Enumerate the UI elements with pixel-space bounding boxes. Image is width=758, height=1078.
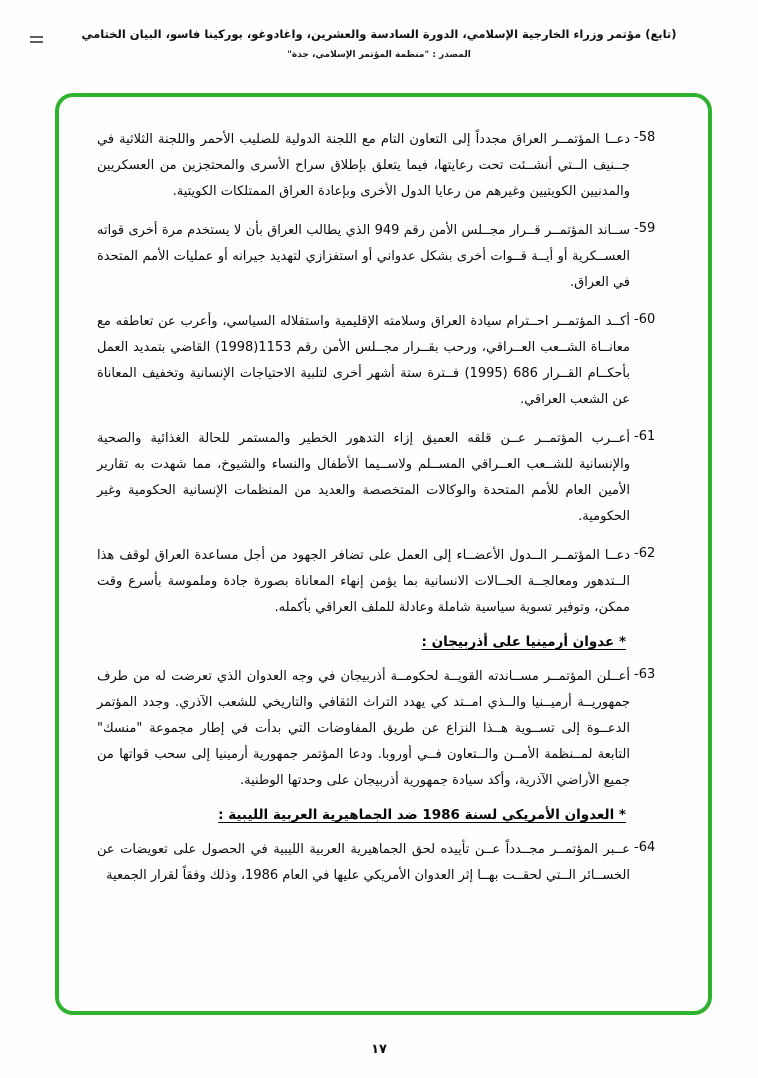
item-number: -60 — [634, 312, 656, 327]
document-body — [59, 97, 708, 912]
item-number: -61 — [634, 429, 656, 444]
page-number: ١٧ — [371, 1042, 387, 1057]
item-text: أعــلن المؤتمــر مســاندته القويــة لحكومــة أذربيجان في وجه العدوان الذي تعرضت له من طرف جمهوريــة أرميــنيا والــذي امــتد كي يهدد التراث الثقافي والتاريخي للشعب الآذري. وجدد المؤتمر الدعــوة إلى تســوية هــذا النزاع عن طريق المفاوضات التي بدأت في إطار مجموعة "منسك" التابعة لمــنظمة الأمــن والــتعاون فــي أوروبا. ودعا المؤتمر جمهورية أرمينيا إلى سحب قواتها من جميع الأراضي الآذرية، وأكد سيادة جمهورية أذربيجان على وحدتها الوطنية. — [97, 669, 630, 788]
section-heading-us-aggression-libya: * العدوان الأمريكي لسنة 1986 ضد الجماهيرية العربية الليبية : — [218, 807, 626, 823]
item-text: عــبر المؤتمــر مجــدداً عــن تأييده لحق الجماهيرية العربية الليبية في الحصول على تعويضات عن الخســائر الــتي لحقــت بهــا إثر العدوان الأمريكي عليها في العام 1986، وذلك وفقاً لقرار الجمعية — [97, 842, 630, 883]
section-heading-armenia-azerbaijan: * عدوان أرمينيا على أذربيجان : — [421, 634, 626, 650]
item-text: دعــا المؤتمــر الــدول الأعضــاء إلى العمل على تضافر الجهود من أجل مساعدة العراق لوقف هذا الــتدهور ومعالجــة الحــالات الانسانية بما يؤمن إنهاء المعاناة بصورة جادة وملموسة بأسرع وقت ممكن، وتوفير تسوية سياسية شاملة وعادلة للملف العراقي بأكمله. — [97, 548, 630, 615]
list-item-60 — [97, 309, 684, 413]
item-number: -62 — [634, 546, 656, 561]
list-item-64 — [97, 837, 684, 889]
list-item-61 — [97, 426, 684, 530]
document-source: المصدر : "منظمة المؤتمر الإسلامي، جدة" — [287, 50, 471, 60]
item-text: دعــا المؤتمــر العراق مجدداً إلى التعاون التام مع اللجنة الدولية للصليب الأحمر واللجنة الثلاثية في جــنيف الــتي أنشــئت تحت رعايتها، فيما يتعلق بإطلاق سراح الأسرى والمحتجزين من العسكريين والمدنيين الكويتيين وغيرهم من رعايا الدول الأخرى وبإعادة العراق الممتلكات الكويتية. — [97, 132, 630, 199]
page-header — [0, 0, 758, 60]
item-number: -59 — [634, 221, 656, 236]
item-number: -64 — [634, 840, 656, 855]
scan-artifact — [30, 36, 43, 43]
item-number: -58 — [634, 130, 656, 145]
item-text: أعــرب المؤتمــر عــن قلقه العميق إزاء التدهور الخطير والمستمر للحالة الغذائية والصحية والإنسانية للشــعب العــراقي المســلم ولاســيما الأطفال والنساء والشيوخ، مما شهدت به تقارير الأمين العام للأمم المتحدة والوكالات المتخصصة والعديد من المنظمات الإنسانية الحكومية وغير الحكومية. — [97, 431, 630, 524]
list-item-58 — [97, 127, 684, 205]
item-text: أكــد المؤتمــر احــترام سيادة العراق وسلامته الإقليمية واستقلاله السياسي، وأعرب عن تعاطفه مع معانــاة الشــعب العــراقي، ورحب بقــرار مجــلس الأمن رقم 1153(1998) القاضي بتمديد العمل بأحكــام القــرار 686 (1995) فــترة ستة أشهر أخرى لتلبية الاحتياجات الإنسانية وتخفيف المعاناة عن الشعب العراقي. — [97, 314, 631, 407]
document-title: (تابع) مؤتمر وزراء الخارجية الإسلامي، الدورة السادسة والعشرين، واغادوغو، بوركينا فاسو، البيان الختامي — [81, 27, 677, 41]
list-item-59 — [97, 218, 684, 296]
content-border-box — [55, 93, 712, 1015]
list-item-63 — [97, 664, 684, 794]
item-text: ســاند المؤتمــر قــرار مجــلس الأمن رقم 949 الذي يطالب العراق بأن لا يستخدم مرة أخرى قواته العســكرية أو أيــة قــوات أخرى بشكل عدواني أو استفزازي لتهديد جيرانه أو عمليات الأمم المتحدة في العراق. — [97, 223, 630, 290]
list-item-62 — [97, 543, 684, 621]
page-footer — [0, 1038, 758, 1057]
item-number: -63 — [634, 667, 656, 682]
